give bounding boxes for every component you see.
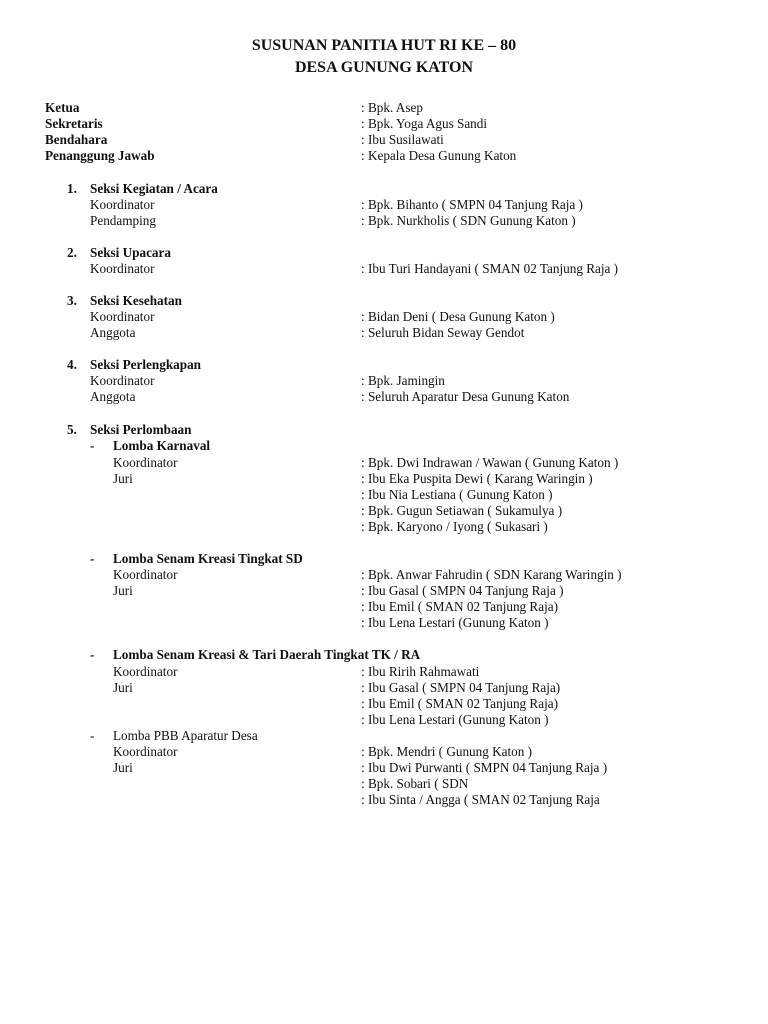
dash-bullet: - <box>90 728 95 743</box>
role-label: Koordinator <box>113 567 178 582</box>
section-number: 3. <box>67 293 77 308</box>
role-value: : Bpk. Bihanto ( SMPN 04 Tanjung Raja ) <box>361 197 583 212</box>
document-subtitle: DESA GUNUNG KATON <box>294 59 474 76</box>
role-value: : Bpk. Nurkholis ( SDN Gunung Katon ) <box>361 213 576 228</box>
officer-label: Penanggung Jawab <box>45 148 155 163</box>
role-value: : Bpk. Mendri ( Gunung Katon ) <box>361 744 533 759</box>
role-value: : Ibu Gasal ( SMPN 04 Tanjung Raja ) <box>361 583 564 598</box>
role-value: : Ibu Sinta / Angga ( SMAN 02 Tanjung Raja <box>361 792 600 807</box>
section-title: Seksi Kesehatan <box>90 293 182 308</box>
officer-value: : Bpk. Yoga Agus Sandi <box>361 116 488 131</box>
role-label: Anggota <box>90 325 136 340</box>
section-title: Seksi Kegiatan / Acara <box>90 181 218 196</box>
role-label: Koordinator <box>90 309 155 324</box>
role-value: : Seluruh Aparatur Desa Gunung Katon <box>361 389 570 404</box>
section-title: Seksi Perlengkapan <box>90 357 202 372</box>
role-value: : Bpk. Jamingin <box>361 373 445 388</box>
lomba-title: Lomba Senam Kreasi & Tari Daerah Tingkat TK / RA <box>113 647 421 662</box>
dash-bullet: - <box>90 438 95 453</box>
role-value: : Bidan Deni ( Desa Gunung Katon ) <box>361 309 555 324</box>
role-value: : Bpk. Karyono / Iyong ( Sukasari ) <box>361 519 548 534</box>
lomba-title: Lomba Senam Kreasi Tingkat SD <box>113 551 303 566</box>
role-value: : Ibu Eka Puspita Dewi ( Karang Waringin ) <box>361 471 593 486</box>
officer-label: Ketua <box>45 100 80 115</box>
lomba-title: Lomba PBB Aparatur Desa <box>113 728 258 743</box>
role-value: : Bpk. Gugun Setiawan ( Sukamulya ) <box>361 503 563 518</box>
role-label: Pendamping <box>90 213 156 228</box>
officer-label: Bendahara <box>45 132 108 147</box>
officer-label: Sekretaris <box>45 116 103 131</box>
role-value: : Ibu Dwi Purwanti ( SMPN 04 Tanjung Raja ) <box>361 760 608 775</box>
role-value: : Seluruh Bidan Seway Gendot <box>361 325 525 340</box>
role-label: Juri <box>113 680 133 695</box>
role-value: : Ibu Emil ( SMAN 02 Tanjung Raja) <box>361 599 558 614</box>
role-value: : Bpk. Sobari ( SDN <box>361 776 469 791</box>
section-title: Seksi Perlombaan <box>90 422 192 437</box>
role-value: : Ibu Gasal ( SMPN 04 Tanjung Raja) <box>361 680 561 695</box>
officer-value: : Bpk. Asep <box>361 100 423 115</box>
document-title: SUSUNAN PANITIA HUT RI KE – 80 <box>251 37 517 54</box>
officer-value: : Kepala Desa Gunung Katon <box>361 148 517 163</box>
dash-bullet: - <box>90 647 95 662</box>
role-label: Juri <box>113 471 133 486</box>
role-value: : Bpk. Dwi Indrawan / Wawan ( Gunung Katon ) <box>361 455 619 470</box>
role-label: Koordinator <box>90 261 155 276</box>
section-number: 5. <box>67 422 77 437</box>
role-label: Juri <box>113 760 133 775</box>
section-number: 1. <box>67 181 77 196</box>
role-label: Koordinator <box>113 664 178 679</box>
role-label: Anggota <box>90 389 136 404</box>
role-value: : Ibu Nia Lestiana ( Gunung Katon ) <box>361 487 553 502</box>
role-value: : Ibu Turi Handayani ( SMAN 02 Tanjung Raja ) <box>361 261 619 276</box>
role-value: : Ibu Lena Lestari (Gunung Katon ) <box>361 615 549 630</box>
role-label: Koordinator <box>90 197 155 212</box>
section-title: Seksi Upacara <box>90 245 171 260</box>
role-value: : Ibu Lena Lestari (Gunung Katon ) <box>361 712 549 727</box>
role-label: Juri <box>113 583 133 598</box>
officer-value: : Ibu Susilawati <box>361 132 444 147</box>
section-number: 4. <box>67 357 77 372</box>
role-value: : Ibu Ririh Rahmawati <box>361 664 480 679</box>
lomba-title: Lomba Karnaval <box>113 438 211 453</box>
section-number: 2. <box>67 245 77 260</box>
dash-bullet: - <box>90 551 95 566</box>
role-label: Koordinator <box>113 744 178 759</box>
role-value: : Bpk. Anwar Fahrudin ( SDN Karang Waringin ) <box>361 567 622 582</box>
role-value: : Ibu Emil ( SMAN 02 Tanjung Raja) <box>361 696 558 711</box>
role-label: Koordinator <box>90 373 155 388</box>
role-label: Koordinator <box>113 455 178 470</box>
